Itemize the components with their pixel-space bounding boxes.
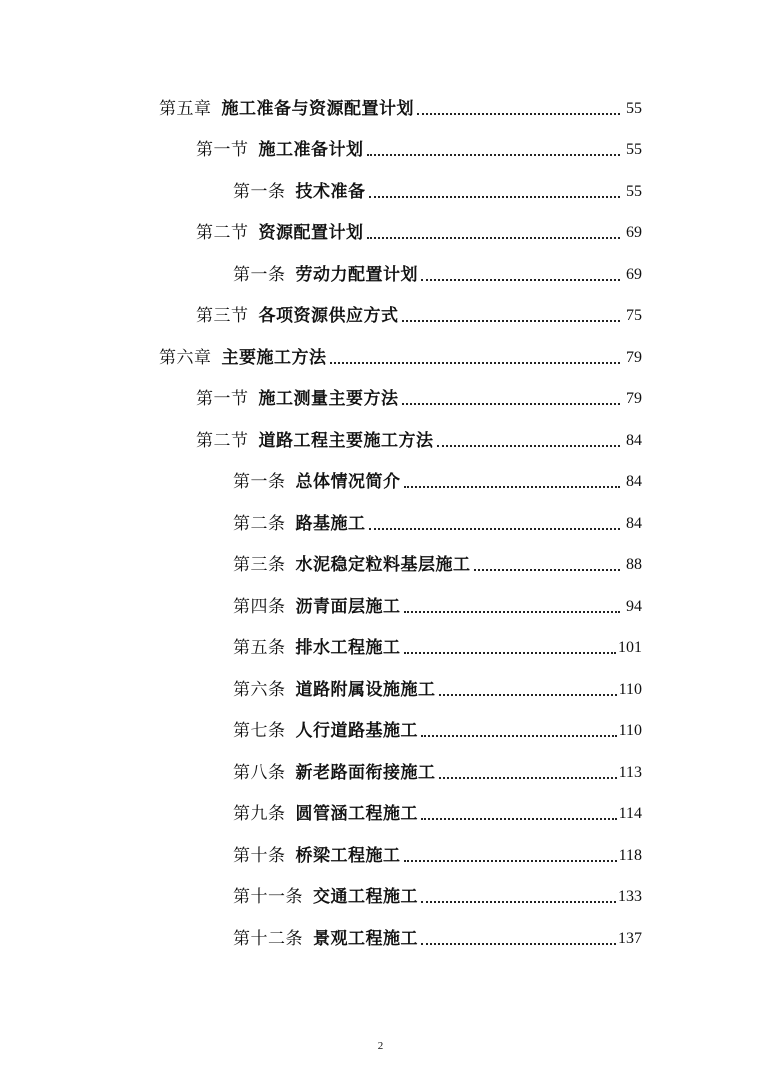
toc-entry-title: 圆管涵工程施工 (295, 804, 418, 824)
toc-entry-label: 第三条 (233, 555, 286, 575)
toc-entry-page: 101 (618, 639, 642, 656)
toc-entry-label: 第五条 (233, 638, 286, 658)
dot-leader (421, 901, 616, 903)
dot-leader (404, 611, 621, 613)
dot-leader (404, 486, 621, 488)
toc-entry-label: 第一条 (233, 265, 286, 285)
toc-entry[interactable] (233, 885, 642, 909)
toc-entry-page: 88 (626, 556, 642, 573)
toc-entry-title: 桥梁工程施工 (295, 846, 401, 866)
toc-entry-label: 第十二条 (233, 929, 303, 949)
toc-entry-label: 第十条 (233, 846, 286, 866)
toc-entry-label: 第十一条 (233, 887, 303, 907)
toc-entry-page: 137 (618, 930, 642, 947)
toc-entry-label: 第九条 (233, 804, 286, 824)
toc-entry-title: 各项资源供应方式 (258, 306, 399, 326)
toc-entry-page: 84 (626, 432, 642, 449)
dot-leader (421, 279, 620, 281)
dot-leader (421, 943, 616, 945)
toc-entry-title: 施工准备计划 (258, 140, 364, 160)
toc-entry[interactable] (159, 97, 642, 121)
toc-entry-page: 69 (626, 266, 642, 283)
toc-entry[interactable] (233, 636, 642, 660)
dot-leader (439, 777, 617, 779)
toc-entry-label: 第五章 (159, 99, 212, 119)
dot-leader (421, 818, 617, 820)
toc-entry[interactable] (196, 304, 642, 328)
dot-leader (367, 237, 621, 239)
dot-leader (474, 569, 621, 571)
dot-leader (369, 196, 621, 198)
toc-entry-page: 84 (626, 515, 642, 532)
toc-entry-title: 沥青面层施工 (295, 597, 401, 617)
toc-entry-page: 114 (618, 805, 642, 822)
toc-entry-page: 94 (626, 598, 642, 615)
toc-entry-title: 主要施工方法 (221, 348, 327, 368)
dot-leader (437, 445, 621, 447)
toc-entry-title: 技术准备 (295, 182, 366, 202)
toc-entry-title: 水泥稳定粒料基层施工 (295, 555, 471, 575)
toc-entry[interactable] (233, 553, 642, 577)
toc-entry-label: 第六条 (233, 680, 286, 700)
toc-entry-page: 110 (618, 722, 642, 739)
page-number: 2 (377, 1040, 384, 1052)
dot-leader (439, 694, 617, 696)
toc-entry-page: 133 (618, 888, 642, 905)
toc-entry-page: 110 (618, 681, 642, 698)
dot-leader (402, 403, 621, 405)
dot-leader (367, 154, 621, 156)
toc-entry-page: 118 (618, 847, 642, 864)
toc-entry-title: 道路附属设施施工 (295, 680, 436, 700)
toc-entry[interactable] (233, 719, 642, 743)
toc-entry[interactable] (196, 429, 642, 453)
toc-entry[interactable] (159, 346, 642, 370)
toc-entry[interactable] (196, 138, 642, 162)
toc-entry-title: 人行道路基施工 (295, 721, 418, 741)
toc-entry-page: 84 (626, 473, 642, 490)
toc-entry-label: 第一节 (196, 389, 249, 409)
toc-entry[interactable] (233, 844, 642, 868)
toc-entry-page: 113 (618, 764, 642, 781)
toc-entry[interactable] (233, 512, 642, 536)
dot-leader (369, 528, 621, 530)
toc-entry-label: 第四条 (233, 597, 286, 617)
toc-entry-label: 第一节 (196, 140, 249, 160)
toc-entry-title: 道路工程主要施工方法 (258, 431, 434, 451)
toc-entry[interactable] (233, 761, 642, 785)
toc-entry-title: 景观工程施工 (313, 929, 418, 949)
toc-entry[interactable] (233, 802, 642, 826)
toc-entry-label: 第二节 (196, 223, 249, 243)
toc-entry[interactable] (233, 927, 642, 951)
dot-leader (421, 735, 617, 737)
toc-entry[interactable] (233, 678, 642, 702)
toc-entry[interactable] (233, 470, 642, 494)
toc-entry-title: 资源配置计划 (258, 223, 364, 243)
toc-entry-title: 排水工程施工 (295, 638, 401, 658)
dot-leader (402, 320, 621, 322)
toc-entry[interactable] (233, 263, 642, 287)
toc-entry-page: 69 (626, 224, 642, 241)
toc-entry-title: 劳动力配置计划 (295, 265, 418, 285)
toc-entry-label: 第八条 (233, 763, 286, 783)
dot-leader (330, 362, 621, 364)
toc-entry[interactable] (233, 180, 642, 204)
toc-entry[interactable] (196, 221, 642, 245)
toc-entry-title: 施工准备与资源配置计划 (221, 99, 414, 119)
toc-entry-label: 第一条 (233, 182, 286, 202)
toc-entry-page: 55 (626, 183, 642, 200)
toc-entry-page: 55 (626, 100, 642, 117)
toc-entry-label: 第二节 (196, 431, 249, 451)
toc-entry-label: 第三节 (196, 306, 249, 326)
dot-leader (404, 652, 617, 654)
toc-entry[interactable] (233, 595, 642, 619)
toc-entry-page: 75 (626, 307, 642, 324)
toc-entry-label: 第七条 (233, 721, 286, 741)
toc-entry-title: 施工测量主要方法 (258, 389, 399, 409)
toc-entry-title: 路基施工 (295, 514, 366, 534)
toc-entry-title: 总体情况简介 (295, 472, 401, 492)
toc-entry-title: 新老路面衔接施工 (295, 763, 436, 783)
toc-entry-title: 交通工程施工 (313, 887, 418, 907)
dot-leader (404, 860, 617, 862)
toc-entry-label: 第一条 (233, 472, 286, 492)
toc-entry[interactable] (196, 387, 642, 411)
toc-entry-label: 第六章 (159, 348, 212, 368)
toc-entry-page: 55 (626, 141, 642, 158)
toc-entry-page: 79 (626, 349, 642, 366)
dot-leader (417, 113, 620, 115)
toc-entry-page: 79 (626, 390, 642, 407)
toc-entry-label: 第二条 (233, 514, 286, 534)
